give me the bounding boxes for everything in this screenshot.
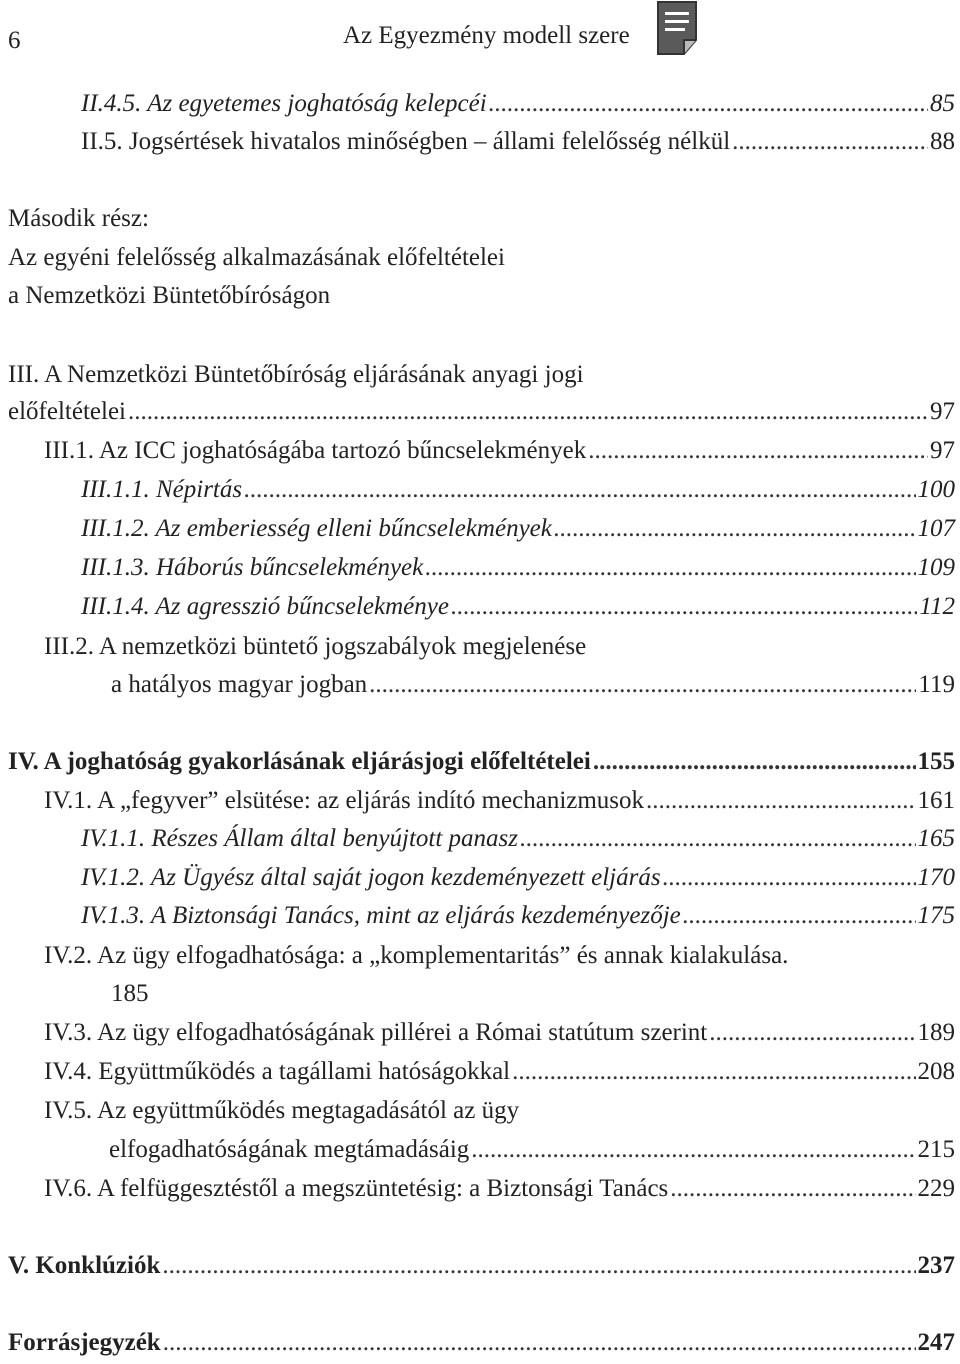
toc-entry[interactable]: IV.1.3. A Biztonsági Tanács, mint az eljárás kezdeményezője ..... 175 bbox=[81, 897, 955, 935]
toc-entry[interactable]: IV.3. Az ügy elfogadhatóságának pillérei a Római statútum szerint ..... 189 bbox=[44, 1014, 955, 1052]
toc-entry[interactable]: III.1.3. Háborús bűncselekmények ..... 109 bbox=[81, 549, 955, 587]
sources-entry[interactable]: Forrásjegyzék ..... 247 bbox=[8, 1324, 955, 1362]
toc-entry[interactable]: IV.1.2. Az Ügyész által saját jogon kezdeményezett eljárás ..... 170 bbox=[81, 859, 955, 897]
toc-entry[interactable]: IV.6. A felfüggesztéstől a megszüntetésig: a Biztonsági Tanács ..... 229 bbox=[44, 1170, 955, 1208]
page-number: 6 bbox=[8, 27, 21, 54]
toc-entry[interactable]: III.2. A nemzetközi büntető jogszabályok megjelenése bbox=[44, 633, 587, 660]
toc-entry[interactable]: IV.1.1. Részes Állam által benyújtott panasz ..... 165 bbox=[81, 820, 955, 858]
chapter-5-title[interactable]: V. Konklúziók ..... 237 bbox=[8, 1247, 955, 1285]
toc-entry[interactable]: III.1.2. Az emberiesség elleni bűncselekmények ..... 107 bbox=[81, 510, 955, 548]
toc-entry[interactable]: II.5. Jogsértések hivatalos minőségben – állami felelősség nélkül ..... 88 bbox=[81, 123, 955, 161]
document-icon bbox=[654, 0, 700, 56]
part-heading-line: a Nemzetközi Büntetőbíróságon bbox=[8, 282, 331, 309]
toc-entry[interactable]: II.4.5. Az egyetemes joghatóság kelepcéi ..... 85 bbox=[81, 85, 955, 123]
toc-entry[interactable]: III.1.4. Az agresszió bűncselekménye ..... 112 bbox=[81, 588, 955, 626]
toc-entry[interactable]: IV.5. Az együttműködés megtagadásától az ügy bbox=[44, 1097, 520, 1124]
toc-entry-cont[interactable]: a hatályos magyar jogban ..... 119 bbox=[111, 666, 955, 704]
running-title: Az Egyezmény modell szere bbox=[343, 22, 630, 49]
toc-entry[interactable]: IV.4. Együttműködés a tagállami hatóságokkal ..... 208 bbox=[44, 1053, 955, 1091]
chapter-3-title[interactable]: III. A Nemzetközi Büntetőbíróság eljárásának anyagi jogi bbox=[8, 361, 584, 388]
toc-entry-cont[interactable]: elfogadhatóságának megtámadásáig ..... 215 bbox=[109, 1131, 955, 1169]
toc-entry[interactable]: III.1.1. Népirtás ..... 100 bbox=[81, 471, 955, 509]
toc-entry-page: 185 bbox=[111, 980, 149, 1007]
chapter-4-title[interactable]: IV. A joghatóság gyakorlásának eljárásjogi előfeltételei ..... 155 bbox=[8, 743, 955, 781]
chapter-3-title-cont[interactable]: előfeltételei ..... 97 bbox=[8, 393, 955, 431]
part-heading-line: Az egyéni felelősség alkalmazásának előfeltételei bbox=[8, 244, 505, 271]
part-heading-line: Második rész: bbox=[8, 205, 149, 232]
toc-entry[interactable]: IV.1. A „fegyver” elsütése: az eljárás indító mechanizmusok ..... 161 bbox=[44, 782, 955, 820]
toc-entry[interactable]: III.1. Az ICC joghatóságába tartozó bűncselekmények ..... 97 bbox=[44, 432, 955, 470]
toc-entry[interactable]: IV.2. Az ügy elfogadhatósága: a „komplementaritás” és annak kialakulása. bbox=[44, 942, 789, 969]
